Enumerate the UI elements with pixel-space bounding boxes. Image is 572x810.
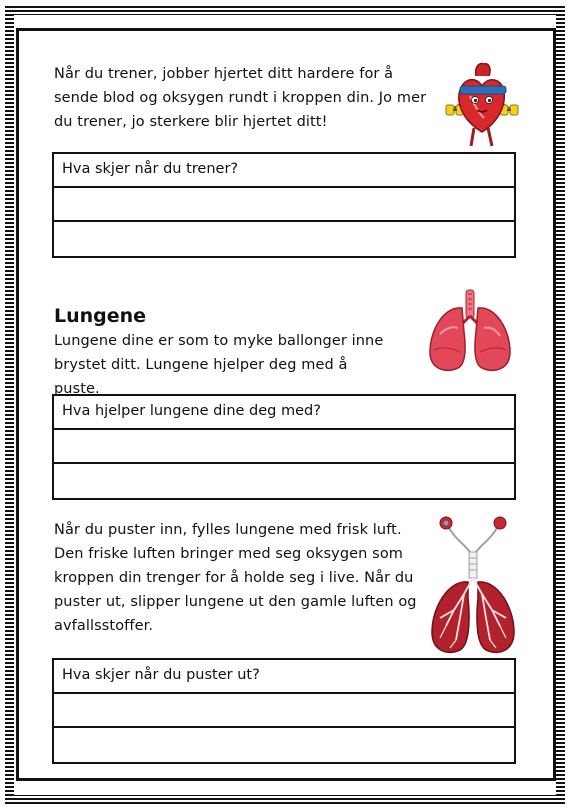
question-label: Hva hjelper lungene dine deg med? <box>62 403 321 419</box>
question-row <box>54 660 514 694</box>
bronchi-lungs-icon <box>426 514 522 660</box>
paragraph-line: Lungene dine er som to myke ballonger inne <box>54 333 384 349</box>
question-row <box>54 396 514 430</box>
lungs-paragraph <box>54 329 383 401</box>
answer-box-breathing <box>52 658 516 764</box>
paragraph-line: brystet ditt. Lungene hjelper deg med å <box>54 357 348 373</box>
paragraph-line: avfallsstoffer. <box>54 618 154 634</box>
paragraph-line: puste. <box>54 381 100 397</box>
section-heading: Lungene <box>54 305 147 327</box>
paragraph-line: du trener, jo sterkere blir hjertet ditt! <box>54 114 328 130</box>
answer-line[interactable] <box>54 222 514 256</box>
question-label: Hva skjer når du puster ut? <box>62 667 260 683</box>
answer-line[interactable] <box>54 464 514 498</box>
answer-line[interactable] <box>54 188 514 222</box>
paragraph-line: puster ut, slipper lungene ut den gamle luften og <box>54 594 417 610</box>
answer-line[interactable] <box>54 728 514 762</box>
paragraph-line: Når du puster inn, fylles lungene med frisk luft. <box>54 522 402 538</box>
paragraph-line: Den friske luften bringer med seg oksygen som <box>54 546 404 562</box>
breathing-paragraph <box>54 518 417 638</box>
lungs-icon <box>424 288 516 376</box>
answer-line[interactable] <box>54 430 514 464</box>
answer-line[interactable] <box>54 694 514 728</box>
answer-box-lungs <box>52 394 516 500</box>
answer-box-training <box>52 152 516 258</box>
question-row <box>54 154 514 188</box>
heart-paragraph <box>54 62 426 134</box>
paragraph-line: Når du trener, jobber hjertet ditt hardere for å <box>54 66 394 82</box>
question-label: Hva skjer når du trener? <box>62 161 239 177</box>
paragraph-line: sende blod og oksygen rundt i kroppen din. Jo mer <box>54 90 427 106</box>
heart-icon <box>444 58 520 150</box>
paragraph-line: kroppen din trenger for å holde seg i live. Når du <box>54 570 414 586</box>
